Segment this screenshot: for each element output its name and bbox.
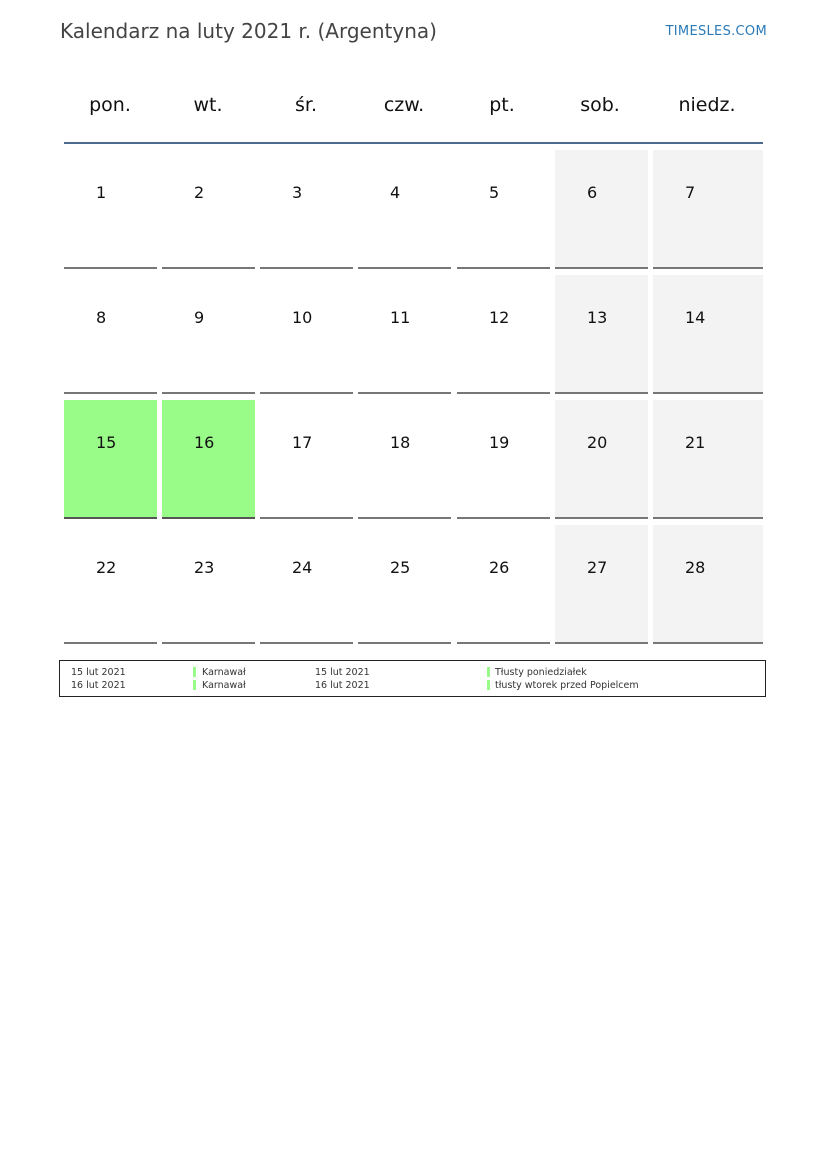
day-cell-weekend[interactable]	[653, 150, 763, 269]
legend-date: 16 lut 2021	[71, 680, 126, 691]
day-cell-weekend[interactable]	[653, 525, 763, 644]
day-number: 24	[292, 558, 313, 577]
day-number: 17	[292, 433, 313, 452]
day-cell[interactable]	[358, 275, 451, 394]
holiday-legend	[59, 660, 766, 697]
weekday-label: wt.	[193, 94, 223, 116]
day-number: 9	[194, 308, 205, 327]
page-title: Kalendarz na luty 2021 r. (Argentyna)	[60, 19, 437, 43]
weekday-label: czw.	[383, 94, 425, 116]
day-number: 8	[96, 308, 107, 327]
legend-holiday-name: Karnawał	[202, 667, 246, 678]
day-number: 15	[96, 433, 117, 452]
legend-date: 16 lut 2021	[315, 680, 370, 691]
day-number: 7	[685, 183, 696, 202]
day-number: 2	[194, 183, 205, 202]
day-cell-weekend[interactable]	[555, 275, 648, 394]
day-cell[interactable]	[162, 275, 255, 394]
brand-link[interactable]: TIMESLES.COM	[665, 24, 767, 39]
day-cell[interactable]	[457, 275, 550, 394]
day-cell-holiday[interactable]	[64, 400, 157, 519]
day-cell[interactable]	[260, 275, 353, 394]
day-cell-holiday[interactable]	[162, 400, 255, 519]
weekday-label: niedz.	[678, 94, 736, 116]
day-number: 6	[587, 183, 598, 202]
day-cell[interactable]	[358, 400, 451, 519]
legend-color-marker	[193, 667, 196, 677]
legend-holiday-name: tłusty wtorek przed Popielcem	[495, 680, 639, 691]
day-cell[interactable]	[64, 275, 157, 394]
day-number: 25	[390, 558, 411, 577]
day-number: 10	[292, 308, 313, 327]
weekday-label: sob.	[580, 94, 620, 116]
day-number: 22	[96, 558, 117, 577]
day-number: 21	[685, 433, 706, 452]
day-cell[interactable]	[162, 150, 255, 269]
day-number: 12	[489, 308, 510, 327]
legend-date: 15 lut 2021	[315, 667, 370, 678]
day-cell[interactable]	[260, 400, 353, 519]
weekday-header-row	[62, 80, 764, 130]
day-cell[interactable]	[64, 150, 157, 269]
day-number: 16	[194, 433, 215, 452]
day-number: 14	[685, 308, 706, 327]
day-cell[interactable]	[457, 150, 550, 269]
legend-color-marker	[193, 680, 196, 690]
weekday-label: pon.	[89, 94, 131, 116]
day-cell[interactable]	[457, 525, 550, 644]
day-cell[interactable]	[162, 525, 255, 644]
day-number: 18	[390, 433, 411, 452]
day-cell-weekend[interactable]	[653, 400, 763, 519]
day-number: 1	[96, 183, 107, 202]
day-number: 3	[292, 183, 303, 202]
day-number: 23	[194, 558, 215, 577]
day-cell[interactable]	[457, 400, 550, 519]
day-cell[interactable]	[64, 525, 157, 644]
day-cell[interactable]	[260, 525, 353, 644]
day-cell-weekend[interactable]	[555, 150, 648, 269]
legend-color-marker	[487, 680, 490, 690]
legend-holiday-name: Tłusty poniedziałek	[495, 667, 587, 678]
day-number: 13	[587, 308, 608, 327]
day-cell-weekend[interactable]	[555, 400, 648, 519]
day-number: 27	[587, 558, 608, 577]
header-divider	[64, 142, 763, 144]
weekday-label: pt.	[489, 94, 515, 116]
day-cell[interactable]	[358, 525, 451, 644]
day-number: 28	[685, 558, 706, 577]
day-cell[interactable]	[260, 150, 353, 269]
day-cell-weekend[interactable]	[653, 275, 763, 394]
legend-holiday-name: Karnawał	[202, 680, 246, 691]
day-number: 26	[489, 558, 510, 577]
day-number: 19	[489, 433, 510, 452]
day-number: 5	[489, 183, 500, 202]
day-cell[interactable]	[358, 150, 451, 269]
day-number: 11	[390, 308, 411, 327]
day-number: 20	[587, 433, 608, 452]
legend-color-marker	[487, 667, 490, 677]
legend-date: 15 lut 2021	[71, 667, 126, 678]
weekday-label: śr.	[294, 94, 317, 116]
day-cell-weekend[interactable]	[555, 525, 648, 644]
day-number: 4	[390, 183, 401, 202]
